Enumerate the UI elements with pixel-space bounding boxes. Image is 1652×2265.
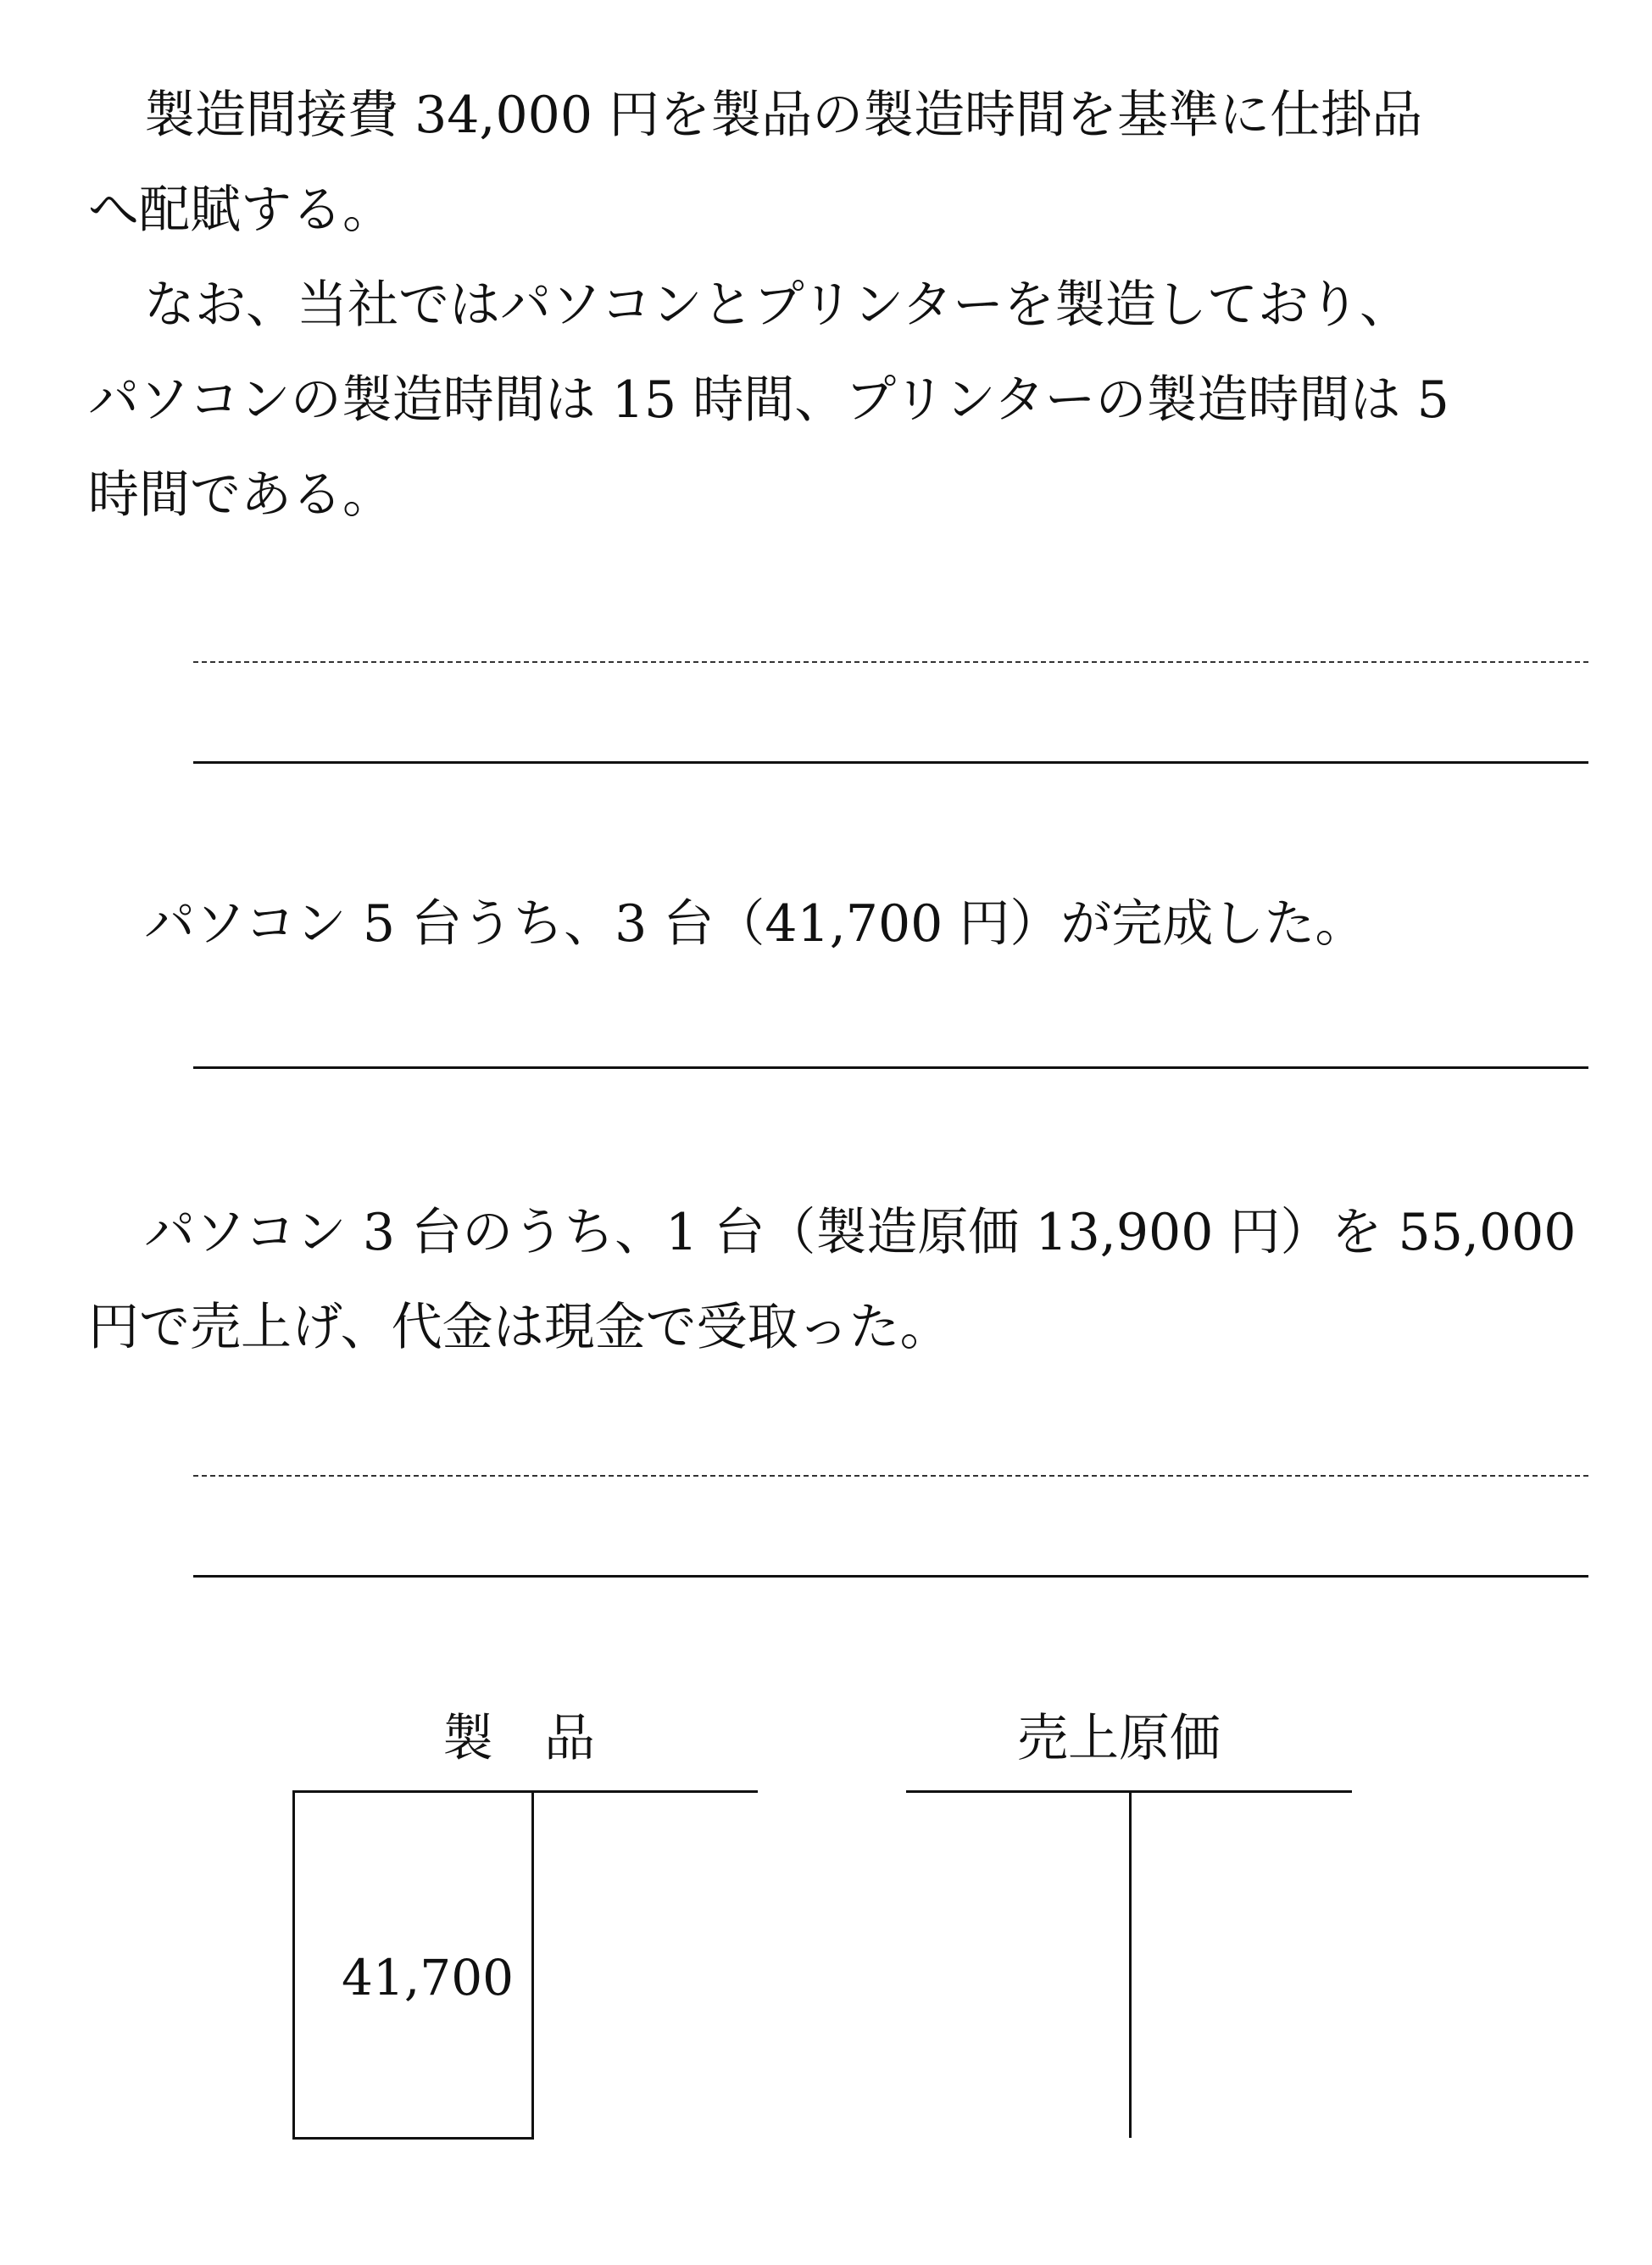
question-1-line-1: 製造間接費 34,000 円を製品の製造時間を基準に仕掛品: [144, 86, 1423, 145]
question-3-line-1: パソコン 3 台のうち、1 台（製造原価 13,900 円）を 55,000: [144, 1203, 1577, 1262]
t-account-cost-of-sales-center-rule: [1129, 1790, 1132, 2138]
question-2-line-1: パソコン 5 台うち、3 台（41,700 円）が完成した。: [144, 894, 1366, 954]
answer-line-2[interactable]: [193, 1066, 1588, 1069]
account-title-product: 製 品: [442, 1709, 595, 1768]
t-account-product-top-rule: [532, 1790, 758, 1793]
answer-line-3-debit[interactable]: [193, 1475, 1588, 1477]
question-3-text: [88, 1185, 1576, 1375]
answer-line-3-credit[interactable]: [193, 1575, 1588, 1578]
question-2-text: [88, 877, 1366, 971]
answer-line-1-debit[interactable]: [193, 661, 1588, 663]
question-1-text: [88, 68, 1449, 543]
question-1-line-5: 時間である。: [88, 465, 393, 525]
t-account-product-debit-amount: 41,700: [342, 1949, 514, 2006]
answer-line-1-credit[interactable]: [193, 761, 1588, 764]
question-1-line-2: へ配賦する。: [88, 181, 393, 240]
question-1-line-4: パソコンの製造時間は 15 時間、プリンターの製造時間は 5: [88, 370, 1449, 430]
account-title-cost-of-sales: 売上原価: [1017, 1709, 1221, 1768]
question-3-line-2: 円で売上げ、代金は現金で受取った。: [88, 1298, 951, 1357]
question-1-line-3: なお、当社ではパソコンとプリンターを製造しており、: [144, 275, 1410, 335]
